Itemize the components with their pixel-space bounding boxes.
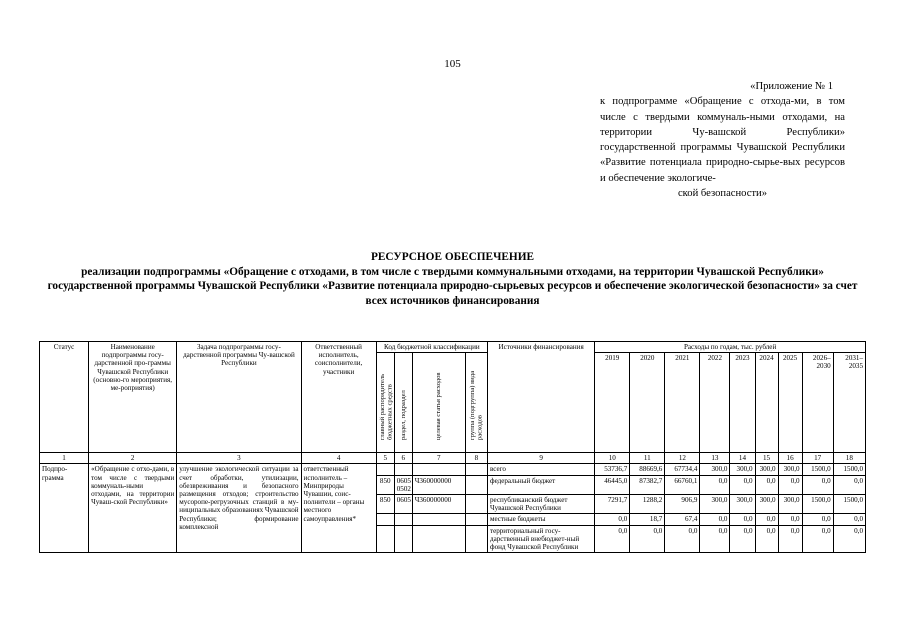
value-cell: 1500,0 bbox=[833, 495, 865, 514]
col-number: 2 bbox=[89, 453, 177, 464]
source-cell: республиканский бюджет Чувашской Республики bbox=[487, 495, 594, 514]
value-cell: 0,0 bbox=[700, 525, 730, 553]
group-cell bbox=[465, 464, 487, 475]
value-cell: 66760,1 bbox=[665, 475, 700, 494]
value-cell: 0,0 bbox=[802, 475, 833, 494]
value-cell: 300,0 bbox=[778, 464, 802, 475]
header-year: 2019 bbox=[595, 353, 630, 453]
source-cell: местные бюджеты bbox=[487, 514, 594, 525]
value-cell: 0,0 bbox=[802, 514, 833, 525]
grbs-cell: 850 bbox=[376, 475, 394, 494]
group-cell bbox=[465, 514, 487, 525]
grbs-cell bbox=[376, 464, 394, 475]
col-number: 5 bbox=[376, 453, 394, 464]
header-year: 2026–2030 bbox=[802, 353, 833, 453]
section-cell: 0605 0502 bbox=[394, 475, 412, 494]
target-cell: Ч360000000 bbox=[412, 495, 465, 514]
appendix-last-line: ской безопасности» bbox=[677, 188, 768, 200]
source-cell: федеральный бюджет bbox=[487, 475, 594, 494]
target-cell: Ч360000000 bbox=[412, 475, 465, 494]
value-cell: 0,0 bbox=[833, 525, 865, 553]
value-cell: 0,0 bbox=[802, 525, 833, 553]
value-cell: 300,0 bbox=[700, 495, 730, 514]
value-cell: 300,0 bbox=[778, 495, 802, 514]
col-number: 12 bbox=[665, 453, 700, 464]
value-cell: 1500,0 bbox=[833, 464, 865, 475]
source-cell: территориальный госу-дарственный внебюджет-ный фонд Чувашской Республики bbox=[487, 525, 594, 553]
value-cell: 53736,7 bbox=[595, 464, 630, 475]
col-number: 6 bbox=[394, 453, 412, 464]
value-cell: 0,0 bbox=[778, 525, 802, 553]
grbs-cell bbox=[376, 525, 394, 553]
header-year: 2021 bbox=[665, 353, 700, 453]
header-grbs: главный распорядитель бюджетных средств bbox=[376, 353, 394, 453]
value-cell: 0,0 bbox=[730, 475, 755, 494]
grbs-cell bbox=[376, 514, 394, 525]
header-section: раздел, подраздел bbox=[394, 353, 412, 453]
value-cell: 67734,4 bbox=[665, 464, 700, 475]
col-number: 8 bbox=[465, 453, 487, 464]
section-cell bbox=[394, 464, 412, 475]
group-cell bbox=[465, 525, 487, 553]
appendix-body: к подпрограмме «Обращение с отхода-ми, в том числе с твердыми коммуналь-ными отходами, на территории Чу-вашской Республики» государственной программы Чувашской Республики «Развитие потенциала природно-сырье-вых ресурсов и обеспечение экологиче- bbox=[600, 96, 845, 184]
value-cell: 87382,7 bbox=[630, 475, 665, 494]
appendix-line1: «Приложение № 1 bbox=[750, 81, 833, 92]
value-cell: 67,4 bbox=[665, 514, 700, 525]
header-responsible: Ответственный исполнитель, соисполнители, участники bbox=[301, 342, 376, 453]
header-year: 2022 bbox=[700, 353, 730, 453]
col-number: 10 bbox=[595, 453, 630, 464]
title-heading: РЕСУРСНОЕ ОБЕСПЕЧЕНИЕ bbox=[370, 251, 535, 263]
title-subheading: реализации подпрограммы «Обращение с отходами, в том числе с твердыми коммунальными отходами, на территории Чувашской Республики» государственной программы Чувашской Республики «Развитие потенциала природно-сырьевых ресурсов и обеспечение экологической безопасности» за счет всех источников финансирования bbox=[47, 265, 858, 307]
appendix-note bbox=[600, 79, 845, 201]
section-cell bbox=[394, 525, 412, 553]
value-cell: 0,0 bbox=[665, 525, 700, 553]
col-number: 9 bbox=[487, 453, 594, 464]
subprogram-name-cell: «Обращение с отхо-дами, в том числе с твердыми коммуналь-ными отходами, на территории Чуваш-ской Республики» bbox=[89, 464, 177, 553]
value-cell: 300,0 bbox=[730, 495, 755, 514]
value-cell: 0,0 bbox=[730, 525, 755, 553]
header-task: Задача подпрограммы госу-дарственной программы Чу-вашской Республики bbox=[177, 342, 301, 453]
value-cell: 7291,7 bbox=[595, 495, 630, 514]
value-cell: 88669,6 bbox=[630, 464, 665, 475]
value-cell: 906,9 bbox=[665, 495, 700, 514]
value-cell: 1500,0 bbox=[802, 495, 833, 514]
value-cell: 300,0 bbox=[730, 464, 755, 475]
source-cell: всего bbox=[487, 464, 594, 475]
value-cell: 0,0 bbox=[730, 514, 755, 525]
header-group: группа (подгруппа) вида расходов bbox=[465, 353, 487, 453]
document-title bbox=[40, 250, 865, 308]
header-target: целевая статья расходов bbox=[412, 353, 465, 453]
responsible-cell: ответственный исполнитель – Минприроды Чувашии, соис-полнители – органы местного самоуправления* bbox=[301, 464, 376, 553]
value-cell: 300,0 bbox=[755, 495, 778, 514]
header-row-1 bbox=[40, 342, 866, 353]
header-year: 2023 bbox=[730, 353, 755, 453]
col-number: 17 bbox=[802, 453, 833, 464]
target-cell bbox=[412, 525, 465, 553]
header-name: Наименование подпрограммы госу-дарственной про-граммы Чувашской Республики (основно-го мероприятия, ме-роприятия) bbox=[89, 342, 177, 453]
col-number: 18 bbox=[833, 453, 865, 464]
col-number: 1 bbox=[40, 453, 89, 464]
page-number: 105 bbox=[444, 58, 461, 70]
value-cell: 0,0 bbox=[778, 475, 802, 494]
col-number: 4 bbox=[301, 453, 376, 464]
resource-table bbox=[39, 341, 866, 553]
section-cell bbox=[394, 514, 412, 525]
value-cell: 1500,0 bbox=[802, 464, 833, 475]
value-cell: 0,0 bbox=[755, 475, 778, 494]
value-cell: 46445,0 bbox=[595, 475, 630, 494]
target-cell bbox=[412, 514, 465, 525]
value-cell: 0,0 bbox=[833, 514, 865, 525]
value-cell: 300,0 bbox=[700, 464, 730, 475]
header-year: 2020 bbox=[630, 353, 665, 453]
header-sources: Источники финансирования bbox=[487, 342, 594, 453]
col-number: 11 bbox=[630, 453, 665, 464]
value-cell: 0,0 bbox=[833, 475, 865, 494]
col-number: 15 bbox=[755, 453, 778, 464]
header-year: 2031–2035 bbox=[833, 353, 865, 453]
section-cell: 0605 bbox=[394, 495, 412, 514]
value-cell: 18,7 bbox=[630, 514, 665, 525]
value-cell: 0,0 bbox=[595, 514, 630, 525]
header-year: 2025 bbox=[778, 353, 802, 453]
col-number: 16 bbox=[778, 453, 802, 464]
target-cell bbox=[412, 464, 465, 475]
column-number-row bbox=[40, 453, 866, 464]
col-number: 14 bbox=[730, 453, 755, 464]
col-number: 13 bbox=[700, 453, 730, 464]
group-cell bbox=[465, 495, 487, 514]
value-cell: 1288,2 bbox=[630, 495, 665, 514]
table-row bbox=[40, 464, 866, 475]
group-cell bbox=[465, 475, 487, 494]
header-year: 2024 bbox=[755, 353, 778, 453]
header-budget-code: Код бюджетной классификации bbox=[376, 342, 487, 353]
value-cell: 0,0 bbox=[755, 514, 778, 525]
col-number: 3 bbox=[177, 453, 301, 464]
col-number: 7 bbox=[412, 453, 465, 464]
task-cell: улучшение экологической ситуации за счет обработки, утилизации, обезвреживания и безопасного размещения отходов; строительство мусоропе-регрузочных станций в му-ниципальных образованиях Чувашской Республики; формирование комплексной bbox=[177, 464, 301, 553]
value-cell: 0,0 bbox=[700, 514, 730, 525]
value-cell: 0,0 bbox=[778, 514, 802, 525]
value-cell: 0,0 bbox=[630, 525, 665, 553]
value-cell: 300,0 bbox=[755, 464, 778, 475]
status-cell: Подпро-грамма bbox=[40, 464, 89, 553]
value-cell: 0,0 bbox=[755, 525, 778, 553]
grbs-cell: 850 bbox=[376, 495, 394, 514]
header-expenses: Расходы по годам, тыс. рублей bbox=[595, 342, 866, 353]
value-cell: 0,0 bbox=[595, 525, 630, 553]
header-status: Статус bbox=[40, 342, 89, 453]
value-cell: 0,0 bbox=[700, 475, 730, 494]
